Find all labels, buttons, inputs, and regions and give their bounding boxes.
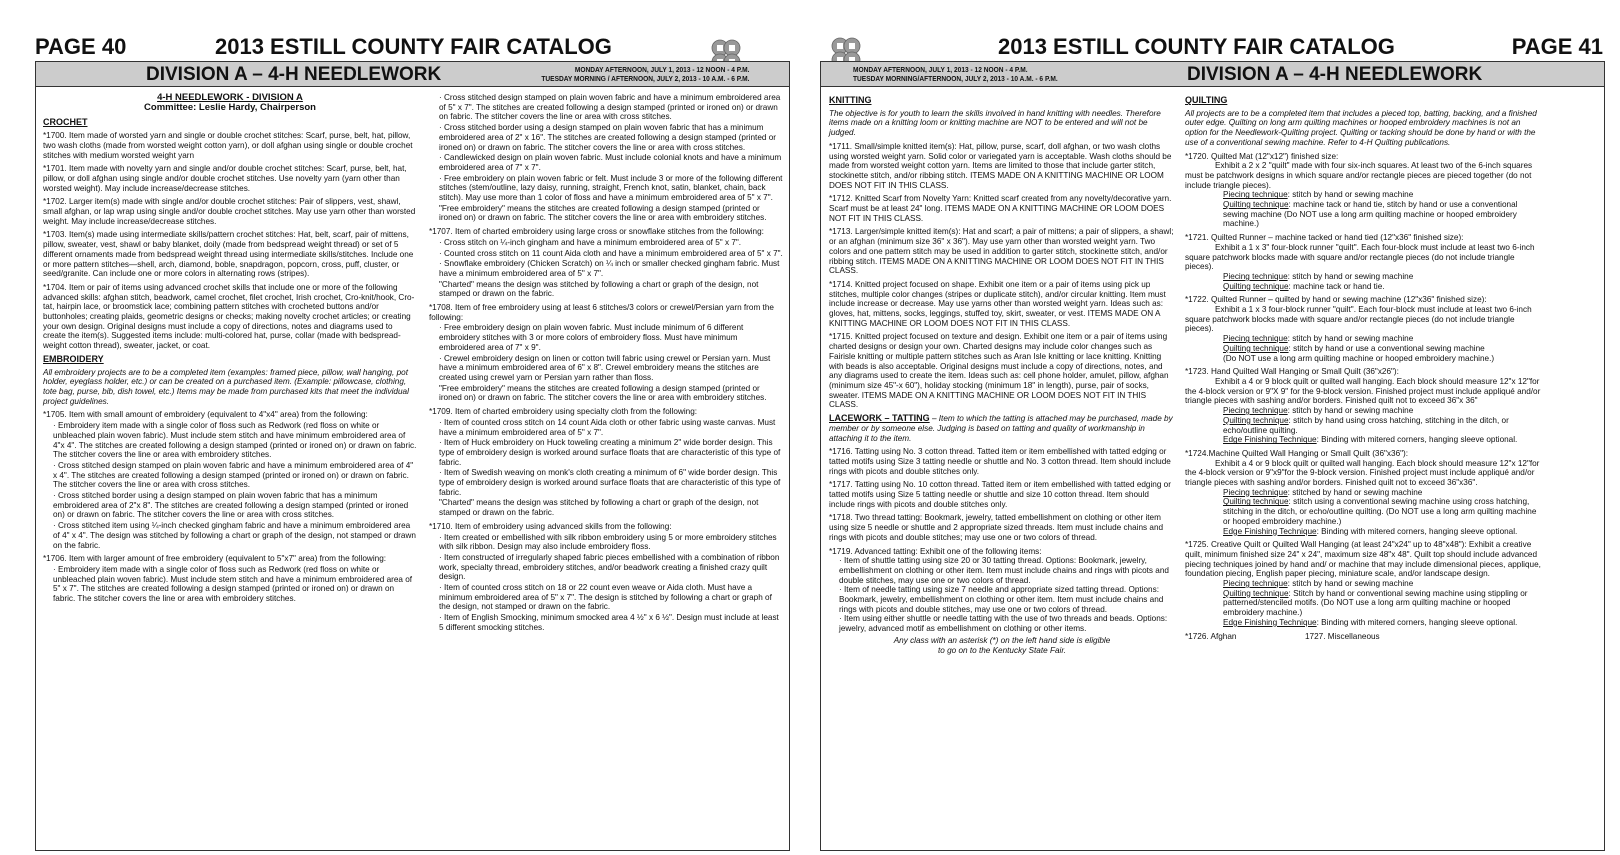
knitting-heading: KNITTING	[829, 95, 872, 105]
class-1709-c: · Item of Swedish weaving on monk's cloth creating a minimum of 6" wide border design. This type of embroidery design is worked around surface floats that are characteristic of this type of fabric.	[439, 468, 781, 497]
quilting-text: : stitch by hand using cross hatching, stitching in the ditch, or echo/outline quilting.	[1223, 415, 1509, 435]
piecing-text: : stitch by hand or sewing machine	[1287, 406, 1414, 416]
date-line-2: TUESDAY MORNING/AFTERNOON, JULY 2, 2013 - 10 A.M. - 6 P.M.	[853, 74, 1058, 83]
class-1720: *1720. Quilted Mat (12"x12") finished size:	[1185, 151, 1339, 161]
class-1720-desc: Exhibit a 2 x 2 "quilt" made with four six-inch squares. At least two of the 6-inch squares must be patchwork designs in which square and/or rectangle pieces are pieced together (do not include triangle pieces).	[1185, 161, 1533, 190]
quilting-label: Quilting technique	[1223, 200, 1289, 210]
quilting-text: : stitch by hand or use a conventional sewing machine	[1288, 343, 1485, 353]
right-column	[429, 93, 784, 637]
class-1719: *1719. Advanced tatting: Exhibit one of the following items:	[829, 546, 1042, 556]
class-1706-b: · Cross stitched design stamped on plain woven fabric and have a minimum embroidered area of 5" x 7". The stitches are created following a design stamped (printed or ironed on) or drawn on fabric. The stitcher covers the line or area with cross stitches.	[439, 93, 781, 122]
class-1719-b: · Item of needle tatting using size 7 needle and appropriate sized tatting thread. Options: Bookmark, jewelry, embellishment on clothing or other item. Item must include chains and rings with picots and double stitches, may use one or two colors of thread.	[839, 585, 1164, 614]
class-1712: *1712. Knitted Scarf from Novelty Yarn: Knitted scarf created from any novelty/decorative yarn. Scarf must be at least 24" long. ITEMS MADE ON A KNITTING MACHINE OR LOOM DOES NOT FIT IN THIS CLASS.	[829, 194, 1172, 223]
embroidery-heading: EMBROIDERY	[43, 353, 104, 364]
class-1724-desc: Exhibit a 4 or 9 block quilt or quilted wall hanging. Each block should measure 12"x 12"for the 4-block version or 9"x9"for the 9-block version. Finished project must include appliqué and/or triangle pieces with sashing and/or borders. Finished quilt not to exceed 36"x36".	[1185, 458, 1540, 488]
lacework-heading: LACEWORK – TATTING	[829, 413, 930, 424]
class-1715: *1715. Knitted project focused on texture and design. Exhibit one item or a pair of items using charted designs or design your own. Charted designs may include color changes such as Fairisle knitting or multiple pattern stitches such as Aran Isle knitting or lace knitting. Knitting with beads is also acceptable. Original designs must include a copy of directions, notes, and any diagrams used to create the item. Ideas such as: cell phone holder, amulet, pillow, afghan (minimum size 45"-x 60"), holiday stocking (minimum 18" in length), purse, pair of socks, sweater. ITEMS MADE ON A KNITTING MACHINE OR LOOM DOES NOT FIT IN THIS CLASS.	[829, 332, 1169, 410]
class-1710-a: · Item created or embellished with silk ribbon embroidery using 5 or more embroidery stitches with silk ribbon. Design may also include embroidery floss.	[439, 532, 777, 552]
quilting-label: Quilting technique	[1223, 588, 1289, 598]
class-1727: 1727. Miscellaneous	[1305, 631, 1380, 641]
piecing-label: Piecing technique	[1223, 406, 1288, 416]
class-1710-c: · Item of counted cross stitch on 18 or 22 count even weave or Aida cloth. Must have a minimum embroidered area of 5" x 7". The design is stitched by following a chart or graph of the design, not stamped or drawn on the fabric.	[439, 583, 772, 612]
class-1725-piecing	[1185, 579, 1543, 589]
piecing-label: Piecing technique	[1223, 334, 1288, 344]
page-header	[845, 32, 1620, 62]
piecing-text: : stitch by hand or sewing machine	[1287, 271, 1414, 281]
division-title: DIVISION A – 4-H NEEDLEWORK	[146, 64, 442, 85]
class-1725: *1725. Creative Quilt or Quilted Wall Hanging (at least 24"x24" up to 48"x48"): Exhibit a creative quilt, minimum finished size 24" x 24", maximum size 48"x 48". Quilt top should include advanced piecing techniques joined by hand and/ or machine that may include dimensional pieces, applique, foundation piecing, English paper piecing, miniature scale, and/or landscape design.	[1185, 540, 1541, 579]
committee: Committee: Leslie Hardy, Chairperson	[144, 101, 316, 113]
class-1700: *1700. Item made of worsted yarn and single or double crochet stitches: Scarf, purse, belt, hat, pillow, two wash cloths (made from worsted weight cotton yarn), or doll afghan using single or double crochet stitches with medium worsted weight yarn	[43, 131, 413, 160]
page-40	[0, 0, 800, 855]
class-1722: *1722. Quilted Runner – quilted by hand or sewing machine (12"x36" finished size):	[1185, 295, 1487, 305]
class-1722-piecing	[1185, 334, 1543, 344]
class-1706-c: · Cross stitched border using a design stamped on plain woven fabric that has a minimum embroidered area of 2" x 16". The stitches are created following a design stamped (printed or ironed on) or drawn on fabric. The stitcher covers the line or area with cross stitches.	[439, 123, 776, 152]
class-1719-a: · Item of shuttle tatting using size 20 or 30 tatting thread. Options: Bookmark, jewelry, embellishment on clothing or other item. Item must include chains and rings with picots and double stitches, may use one or two colors of thread.	[839, 556, 1169, 585]
quilting-text: : Stitch by hand or conventional sewing machine using stippling or patterned/stenciled motifs. (Do NOT use a long arm quilting machine or hooped embroidery machine.)	[1223, 588, 1528, 618]
asterisk-note-1: Any class with an asterisk (*) on the left hand side is eligible	[893, 635, 1111, 645]
class-1709-a: · Item of counted cross stitch on 14 count Aida cloth or other fabric using waste canvas. Must have a minimum embroidered area of 5" x 7".	[439, 417, 776, 437]
section-title: 4-H NEEDLEWORK - DIVISION A	[157, 92, 303, 103]
date-line-2: TUESDAY MORNING / AFTERNOON, JULY 2, 2013 - 10 A.M. - 6 P.M.	[540, 74, 749, 83]
class-1717: *1717. Tatting using No. 10 cotton thread. Tatted item or item embellished with tatted edging or tatted motifs using Size 5 tatting needle or shuttle and size 10 cotton thread. Item should include rings with picots and double stitches only.	[829, 480, 1171, 509]
catalog-title: 2013 ESTILL COUNTY FAIR CATALOG	[215, 34, 612, 59]
class-1708-a: · Free embroidery design on plain woven fabric. Must include minimum of 6 different embroidery stitches with 3 or more colors of embroidery floss. Must have minimum embroidered area of 7" x 9".	[439, 323, 744, 352]
class-1716: *1716. Tatting using No. 3 cotton thread. Tatted item or item embellished with tatted edging or tatted motifs using Size 3 tatting needle or shuttle and No. 3 cotton thread. Item should include rings with picots and double stitches only.	[829, 447, 1171, 476]
edge-text: : Binding with mitered corners, hanging sleeve optional.	[1316, 526, 1518, 536]
page-number: PAGE 40	[35, 34, 127, 59]
quilting-intro: All projects are to be a completed item that includes a pieced top, batting, backing, and a finished outer edge. Quilting on long arm quilting machines or hooped embroidery machines is not an option for the Needlework-Quilting project. Quilting or tacking should be done by hand or with the use of a conventional sewing machine. Refer to 4-H Quilting publications.	[1185, 108, 1537, 147]
class-1708: *1708. Item of free embroidery using at least 6 stitches/3 colors or crewel/Persian yarn from the following:	[429, 303, 774, 322]
left-column	[829, 93, 1175, 659]
class-1721-quilting	[1185, 282, 1543, 292]
class-1709: *1709. Item of charted embroidery using specialty cloth from the following:	[429, 407, 698, 417]
class-1708-b: · Crewel embroidery design on linen or cotton twill fabric using crewel or Persian yarn. Must have a minimum embroidered area of 6" x 8". Crewel embroidery means the stitches are created using crewel yarn or Persian yarn rather than floss.	[439, 353, 771, 382]
date-line-1: MONDAY AFTERNOON, JULY 1, 2013 - 12 NOON - 4 P.M.	[853, 65, 1028, 74]
class-1705-a: · Embroidery item made with a single color of floss such as Redwork (red floss on white or unbleached plain woven fabric). Must include stem stitch and have minimum embroidered area of 4"x 4". The stitches are created following a design stamped (printed or ironed on) or drawn on fabric. The stitcher covers the line or area with embroidery stitches.	[53, 421, 417, 460]
class-1713: *1713. Larger/simple knitted item(s): Hat and scarf; a pair of mittens; a pair of slippers, a shawl; or an afghan (minimum size 36" x 36"). May use yarn other than worsted weight yarn. Two colors and one pattern stitch may be used in addition to garter stitch, stockinette stitch, and/or ribbing stitch. ITEMS MADE ON A KNITTING MACHINE OR LOOM DOES NOT FIT IN THIS CLASS.	[829, 227, 1174, 276]
lacework-block	[829, 414, 1175, 443]
edge-label: Edge Finishing Technique	[1223, 617, 1317, 627]
class-1725-edge	[1185, 618, 1543, 628]
catalog-title: 2013 ESTILL COUNTY FAIR CATALOG	[998, 34, 1395, 59]
edge-text: : Binding with mitered corners, hanging sleeve optional.	[1316, 617, 1518, 627]
class-1723-edge	[1185, 435, 1543, 445]
lacework-intro: – Item to which the tatting is attached may be purchased, made by member or by someone else. Judging is based on tatting and quality of workmanship in attaching it to the item.	[829, 414, 1173, 443]
left-column	[43, 93, 417, 608]
division-title: DIVISION A – 4-H NEEDLEWORK	[1187, 64, 1483, 85]
class-1720-piecing	[1185, 190, 1543, 200]
piecing-text: : stitched by hand or sewing machine	[1287, 487, 1423, 497]
class-1723-desc: Exhibit a 4 or 9 block quilt or quilted wall hanging. Each block should measure 12"x 12"for the 4-block version or 9"X 9" for the 9-block version. Finished project must include appliqué and/or triangle pieces with sashing and/or borders. Finished quilt not to exceed 36"x 36"	[1185, 376, 1541, 406]
class-1726: *1726. Afghan	[1185, 631, 1237, 641]
piecing-text: : stitch by hand or sewing machine	[1287, 579, 1414, 589]
quilting-text: : machine tack or hand tie, stitch by hand or use a conventional sewing machine (Do NOT use a long arm quilting machine or hooped embroidery machine.)	[1223, 200, 1518, 229]
class-1706-note: "Free embroidery" means the stitches are created following a design stamped (printed or ironed on) or drawn on fabric. The stitcher covers the line or area with embroidery stitches.	[439, 203, 767, 223]
class-1705-b: · Cross stitched design stamped on plain woven fabric and have a minimum embroidered area of 4" x 4". The stitches are created following a design stamped (printed or ironed on) or drawn on fabric. The stitcher covers the line or area with cross stitches.	[53, 460, 414, 490]
class-1723-quilting	[1185, 416, 1543, 435]
division-bar	[35, 61, 790, 87]
class-1701: *1701. Item made with novelty yarn and single and/or double crochet stitches: Scarf, purse, belt, hat, pillow, or doll afghan using single and/or double crochet stitches. Use novelty yarn (yarn other than worsted weight). May include increase/decrease stitches.	[43, 164, 407, 193]
class-1708-note: "Free embroidery" means the stitches are created following a design stamped (printed or ironed on) or drawn on fabric. The stitcher covers the line or area with embroidery stitches.	[439, 383, 767, 403]
class-1722-note: (Do NOT use a long arm quilting machine or hooped embroidery machine.)	[1223, 353, 1495, 363]
class-1707: *1707. Item of charted embroidery using large cross or snowflake stitches from the following:	[429, 227, 764, 237]
class-1709-note: "Charted" means the design was stitched by following a chart or graph of the design, not stamped or drawn on the fabric.	[439, 498, 759, 518]
division-bar	[820, 61, 1605, 87]
crochet-heading: CROCHET	[43, 117, 88, 128]
page-number: PAGE 41	[1511, 34, 1603, 59]
class-1710-d: · Item of English Smocking, minimum smocked area 4 ½" x 6 ½". Design must include at least 5 different smocking stitches.	[439, 613, 779, 632]
event-dates	[541, 65, 749, 83]
quilting-text: : stitch using a conventional sewing machine using cross hatching, stitching in the ditch, or echo/outline quilting. (Do NOT use a long arm quilting machine or hooped embroidery machine.)	[1223, 497, 1537, 526]
class-1710: *1710. Item of embroidery using advanced skills from the following:	[429, 521, 672, 531]
piecing-text: : stitch by hand or sewing machine	[1287, 334, 1414, 344]
quilting-heading: QUILTING	[1185, 95, 1228, 105]
edge-label: Edge Finishing Technique	[1223, 526, 1317, 536]
class-1710-b: · Item constructed of irregularly shaped fabric pieces embellished with a combination of ribbon work, specialty thread, embroidery stitches, and/or beadwork creating a finished crazy quilt design.	[439, 552, 780, 582]
class-1706-d: · Candlewicked design on plain woven fabric. Must include colonial knots and have a minimum embroidered area of 7" x 7".	[439, 153, 782, 172]
edge-label: Edge Finishing Technique	[1223, 435, 1317, 445]
quilting-text: : machine tack or hand tie.	[1288, 281, 1385, 291]
content-frame	[35, 86, 790, 851]
quilting-label: Quilting technique	[1223, 343, 1289, 353]
class-1706: *1706. Item with larger amount of free embroidery (equivalent to 5"x7" area) from the following:	[43, 554, 387, 564]
edge-text: : Binding with mitered corners, hanging sleeve optional.	[1316, 435, 1518, 445]
class-1707-c: · Snowflake embroidery (Chicken Scratch) on ¼ inch or smaller checked gingham fabric. Must have a minimum embroidered area of 5" x 7".	[439, 259, 780, 278]
class-1723-piecing	[1185, 406, 1543, 416]
piecing-label: Piecing technique	[1223, 487, 1288, 497]
class-1722-desc: Exhibit a 1 x 3 four-block runner "quilt". Each four-block must include at least two 6-inch square patchwork blocks made with square and/or rectangle pieces (do not include triangle pieces).	[1185, 305, 1532, 334]
class-1723: *1723. Hand Quilted Wall Hanging or Small Quilt (36"x26"):	[1185, 367, 1399, 377]
piecing-text: : stitch by hand or sewing machine	[1287, 190, 1414, 200]
class-1724-quilting	[1185, 497, 1543, 526]
piecing-label: Piecing technique	[1223, 579, 1288, 589]
class-1702: *1702. Larger item(s) made with single and/or double crochet stitches: Pair of slippers, vest, shawl, small afghan, or lap wrap using single and/or double crochet stitches. May use yarn other than worsted weight. May include increase/decrease stitches.	[43, 197, 416, 226]
quilting-label: Quilting technique	[1223, 497, 1289, 507]
page-41	[829, 0, 1620, 855]
class-1720-quilting	[1185, 200, 1543, 229]
embroidery-intro: All embroidery projects are to be a completed item (examples: framed piece, pillow, wall hanging, pot holder, eyeglass holder, etc.) or can be created on a purchased item. (Example: pillowcase, clothing, tote bag, purse, bib, dish towel, etc.) Items may be made from purchased kits that meet the individual project guidelines.	[43, 367, 409, 406]
class-1721-desc: Exhibit a 1 x 3" four-block runner "quilt". Each four-block must include at least two 6-inch square patchwork blocks made with square and/or rectangle pieces (do not include triangle pieces).	[1185, 242, 1535, 272]
class-1711: *1711. Small/simple knitted item(s): Hat, pillow, purse, scarf, doll afghan, or two wash cloths using worsted weight yarn. Solid color or variegated yarn is acceptable. Wash cloths should be made from worsted weight cotton yarn. Items are limited to those that include garter stitch, stockinette stitch, and/or ribbing stitch. ITEMS MADE ON A KNITTING MACHINE OR LOOM DOES NOT FIT IN THIS CLASS.	[829, 141, 1172, 190]
final-classes	[1185, 632, 1543, 642]
class-1707-note: "Charted" means the design was stitched by following a chart or graph of the design, not stamped or drawn on the fabric.	[439, 279, 759, 299]
piecing-label: Piecing technique	[1223, 190, 1288, 200]
page-header	[0, 32, 800, 62]
date-line-1: MONDAY AFTERNOON, JULY 1, 2013 - 12 NOON - 4 P.M.	[574, 65, 749, 74]
class-1724-edge	[1185, 527, 1543, 537]
class-1705-c: · Cross stitched border using a design stamped on plain woven fabric that has a minimum embroidered area of 2"x 8". The stitches are created following a design stamped (printed or ironed on) or drawn on fabric. The stitcher covers the line or area with cross stitches.	[53, 491, 409, 520]
class-1709-b: · Item of Huck embroidery on Huck toweling creating a minimum 2" wide border design. This type of embroidery design is worked around surface floats that are characteristic of this type of fabric.	[439, 438, 781, 467]
class-1703: *1703. Item(s) made using intermediate skills/pattern crochet stitches: Hat, belt, scarf, pair of mittens, pillow, sweater, vest, shawl or baby blanket, doily (made from bedspread weight thread) or set of 5 different ornaments made from bedspread weight thread using intermediate skills/stitches. Include one or more pattern stitches—shell, arch, diamond, boble, snapdragon, popcorn, cross, puff, cluster, or seed/granite. Can include one or more colors in alternating rows (stripes).	[43, 230, 414, 279]
class-1721-piecing	[1185, 272, 1543, 282]
class-1721: *1721. Quilted Runner – machine tacked or hand tied (12"x36" finished size):	[1185, 233, 1464, 243]
class-1706-a: · Embroidery item made with a single color of floss such as Redwork (red floss on white or unbleached plain woven fabric). Must include stem stitch and have a minimum embroidered area of 5" x 7". The stitches are created following a design stamped (printed or ironed on) or drawn on fabric. The stitcher covers the line or area with embroidery stitches.	[53, 564, 413, 604]
asterisk-note-2: to go on to the Kentucky State Fair.	[937, 645, 1067, 655]
class-1704: *1704. Item or pair of items using advanced crochet skills that include one or more of the following advanced skills: afghan stitch, beadwork, camel crochet, filet crochet, Irish crochet, Cro-knit/hook, Cro-tat, hairpin lace, or broomstick lace; combining pattern stitches with crocheted buttons and/or buttonholes; creating plaids, geometric designs or checks; making novelty crochet articles; or creating your own design. Original designs must include a copy of directions, notes and diagrams used to create the item(s). Suggested items include: multi-colored hat, purse, collar (made with bedspread-weight cotton thread), sweater, jacket, or coat.	[43, 282, 415, 351]
class-1714: *1714. Knitted project focused on shape. Exhibit one item or a pair of items using pick up stitches, multiple color changes (stripes or duplicate stitch), and/or circular knitting. Item must include increase or decrease. May use yarns other than worsted weight yarn. Ideas such as: gloves, hat, mittens, socks, leggings, stuffed toy, skirt, sweater, or vest. ITEMS MADE ON A KNITTING MACHINE OR LOOM DOES NOT FIT IN THIS CLASS.	[829, 279, 1166, 328]
content-frame	[820, 86, 1605, 851]
quilting-label: Quilting technique	[1223, 281, 1289, 291]
right-column	[1185, 93, 1543, 645]
class-1724: *1724.Machine Quilted Wall Hanging or Small Quilt (36"x36"):	[1185, 448, 1409, 458]
class-1706-e: · Free embroidery on plain woven fabric or felt. Must include 3 or more of the following different stitches (stem/outline, lazy daisy, running, straight, French knot, satin, blanket, chain, back stitch). May use more than 1 color of floss and have a minimum embroidered area of 5" x 7".	[439, 173, 783, 203]
knitting-intro: The objective is for youth to learn the skills involved in hand knitting with needles. Therefore items made on a knitting loom or knitting machine are NOT to be entered and will not be judged.	[829, 108, 1161, 138]
quilting-label: Quilting technique	[1223, 415, 1289, 425]
class-1718: *1718. Two thread tatting: Bookmark, jewelry, tatted embellishment on clothing or other item using size 5 needle or shuttle and 2 appropriate sized threads. Item must include chains and rings with picots and double stitches; may use one or two colors of thread.	[829, 513, 1164, 542]
event-dates	[853, 65, 1058, 83]
class-1707-b: · Counted cross stitch on 11 count Aida cloth and have a minimum embroidered area of 5" x 7".	[439, 248, 783, 258]
class-1705-d: · Cross stitched item using ¼-inch checked gingham fabric and have a minimum embroidered area of 4" x 4". The design was stitched by following a chart or graph of the design, not stamped or drawn on the fabric.	[53, 521, 416, 550]
class-1707-a: · Cross stitch on ¼-inch gingham and have a minimum embroidered area of 5" x 7".	[439, 237, 742, 247]
piecing-label: Piecing technique	[1223, 271, 1288, 281]
class-1724-piecing	[1185, 488, 1543, 498]
class-1705: *1705. Item with small amount of embroidery (equivalent to 4"x4" area) from the following:	[43, 410, 368, 420]
class-1719-c: · Item using either shuttle or needle tatting with the use of two threads and beads. Options: jewelry, advanced motif as embellishment on clothing or other items.	[839, 614, 1168, 634]
class-1722-quilting	[1185, 344, 1543, 354]
class-1725-quilting	[1185, 589, 1543, 618]
